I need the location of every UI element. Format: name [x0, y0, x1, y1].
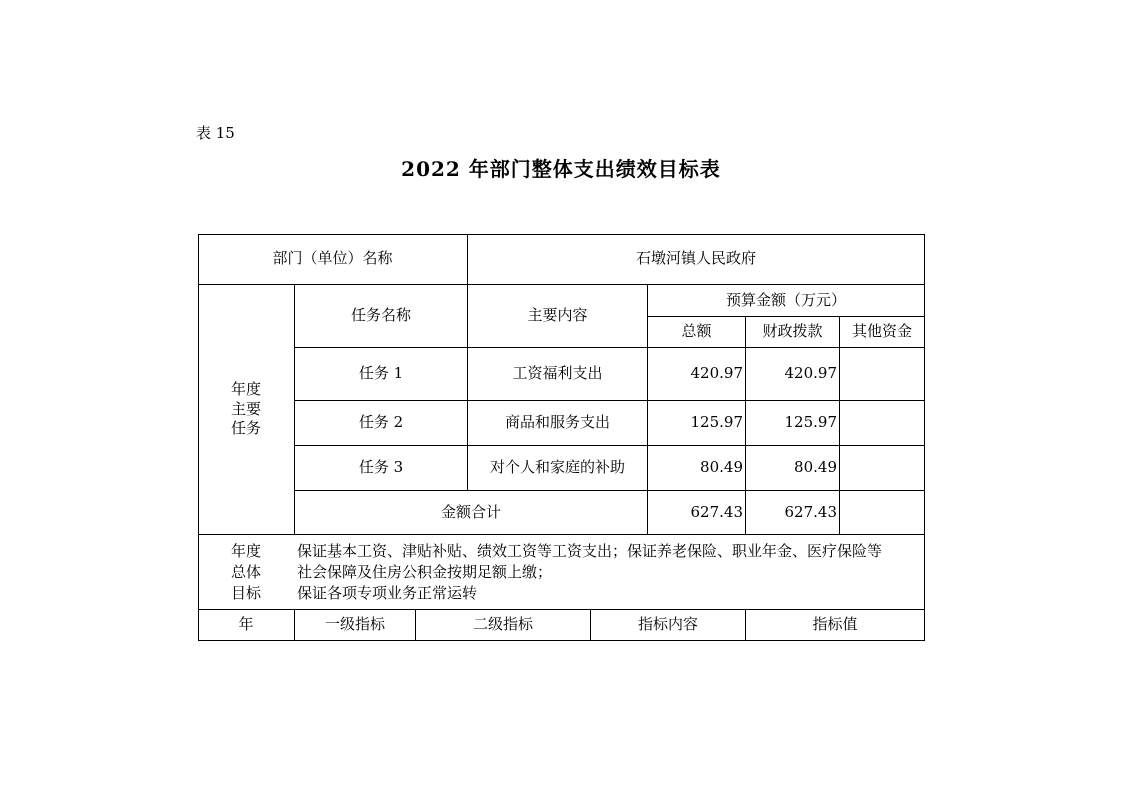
task-fiscal: 125.97: [784, 413, 837, 432]
task-other: [840, 401, 924, 445]
label-line: 任务: [230, 419, 261, 438]
task-name: 任务 1: [358, 364, 404, 383]
header-level1: 一级指标: [324, 615, 385, 634]
goal-line: 保证基本工资、津贴补贴、绩效工资等工资支出；保证养老保险、职业年金、医疗保险等: [297, 542, 883, 560]
border-line: [198, 640, 925, 641]
sum-other: [840, 491, 924, 534]
label-line: 目标: [230, 583, 261, 602]
border-line: [924, 234, 925, 641]
task-fiscal: 420.97: [784, 364, 837, 383]
goal-line: 保证各项专项业务正常运转: [297, 584, 478, 602]
task-total: 420.97: [690, 364, 743, 383]
page-title: 2022 年部门整体支出绩效目标表: [401, 157, 721, 181]
header-other: 其他资金: [851, 322, 912, 341]
sum-label: 金额合计: [440, 502, 501, 521]
task-other: [840, 348, 924, 400]
task-name: 任务 2: [358, 413, 404, 432]
task-fiscal: 80.49: [794, 458, 837, 477]
overall-goal-label: [198, 535, 294, 609]
task-total: 125.97: [690, 413, 743, 432]
task-name: 任务 3: [358, 458, 404, 477]
header-indicator-value: 指标值: [812, 615, 858, 634]
goal-line: 社会保障及住房公积金按期足额上缴；: [297, 563, 553, 581]
label-line: 总体: [230, 562, 261, 581]
task-content: 商品和服务支出: [504, 413, 610, 432]
overall-goal-text: [295, 535, 924, 609]
table-number: 表 15: [196, 124, 235, 142]
annual-tasks-label: [198, 285, 294, 534]
sum-fiscal: 627.43: [784, 502, 837, 521]
label-line: 年度: [230, 541, 261, 560]
header-budget: 预算金额（万元）: [725, 290, 846, 309]
header-content: 主要内容: [527, 306, 588, 325]
header-fiscal: 财政拨款: [762, 322, 823, 341]
sum-total: 627.43: [690, 502, 743, 521]
dept-label: 部门（单位）名称: [272, 249, 393, 268]
task-total: 80.49: [700, 458, 743, 477]
performance-table: [198, 234, 925, 641]
label-line: 年度: [230, 380, 261, 399]
header-total: 总额: [681, 322, 712, 341]
task-other: [840, 446, 924, 490]
dept-value: 石墩河镇人民政府: [635, 249, 756, 268]
header-level2: 二级指标: [472, 615, 533, 634]
header-indicator-content: 指标内容: [637, 615, 698, 634]
task-content: 工资福利支出: [512, 364, 603, 383]
header-task-name: 任务名称: [350, 306, 411, 325]
task-content: 对个人和家庭的补助: [489, 458, 625, 477]
indicator-year-label: 年: [238, 615, 254, 634]
label-line: 主要: [230, 399, 261, 418]
